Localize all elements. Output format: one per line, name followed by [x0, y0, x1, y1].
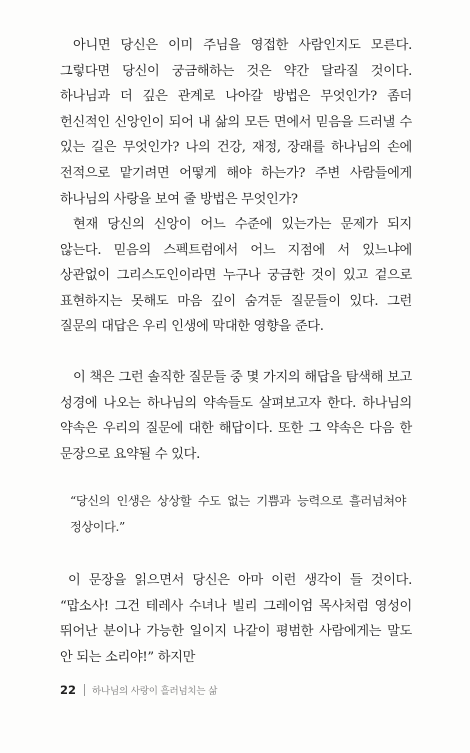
page-number: 22	[60, 683, 77, 697]
promise-quote: “당신의 인생은 상상할 수도 없는 기쁨과 능력으로 흘러넘쳐야 정상이다.”	[70, 494, 406, 534]
paragraph-book-purpose: 이 책은 그런 솔직한 질문들 중 몇 가지의 해답을 탐색해 보고 성경에 나오는 하나님의 약속들도 살펴보고자 한다. 하나님의 약속은 우리의 질문에 대한 해답이다. 또한 그 약속은 다음 한 문장으로 요약될 수 있다.	[60, 370, 412, 462]
paragraph-faith-spectrum: 현재 당신의 신앙이 어느 수준에 있는가는 문제가 되지 않는다. 믿음의 스펙트럼에서 어느 지점에 서 있느냐에 상관없이 그리스도인이라면 누구나 궁금한 것이 있고 겉으로 표현하지는 못해도 마음 깊이 숨겨둔 질문들이 있다. 그런 질문의 대답은 우리 인생에 막대한 영향을 준다.	[60, 217, 412, 335]
page-footer	[60, 682, 217, 698]
paragraph-current-faith: 아니면 당신은 이미 주님을 영접한 사람인지도 모른다. 그렇다면 당신이 궁금해하는 것은 약간 달라질 것이다. 하나님과 더 깊은 관계로 나아갈 방법은 무엇인가? 좀더 헌신적인 신앙인이 되어 내 삶의 모든 면에서 믿음을 드러낼 수 있는 길은 무엇인가? 나의 건강, 재정, 장래를 하나님의 손에 전적으로 맡기려면 어떻게 해야 하는가? 주변 사람들에게 하나님의 사랑을 보여 줄 방법은 무엇인가?	[60, 38, 412, 207]
paragraph-reaction: 이 문장을 읽으면서 당신은 아마 이런 생각이 들 것이다. “맙소사! 그건 테레사 수녀나 빌리 그레이엄 목사처럼 영성이 뛰어난 분이나 가능한 일이지 나같이 평범한 사람에게는 말도 안 되는 소리야!” 하지만	[60, 573, 412, 665]
footer-divider	[84, 684, 85, 696]
running-title: 하나님의 사랑이 흘러넘치는 삶	[92, 686, 218, 697]
